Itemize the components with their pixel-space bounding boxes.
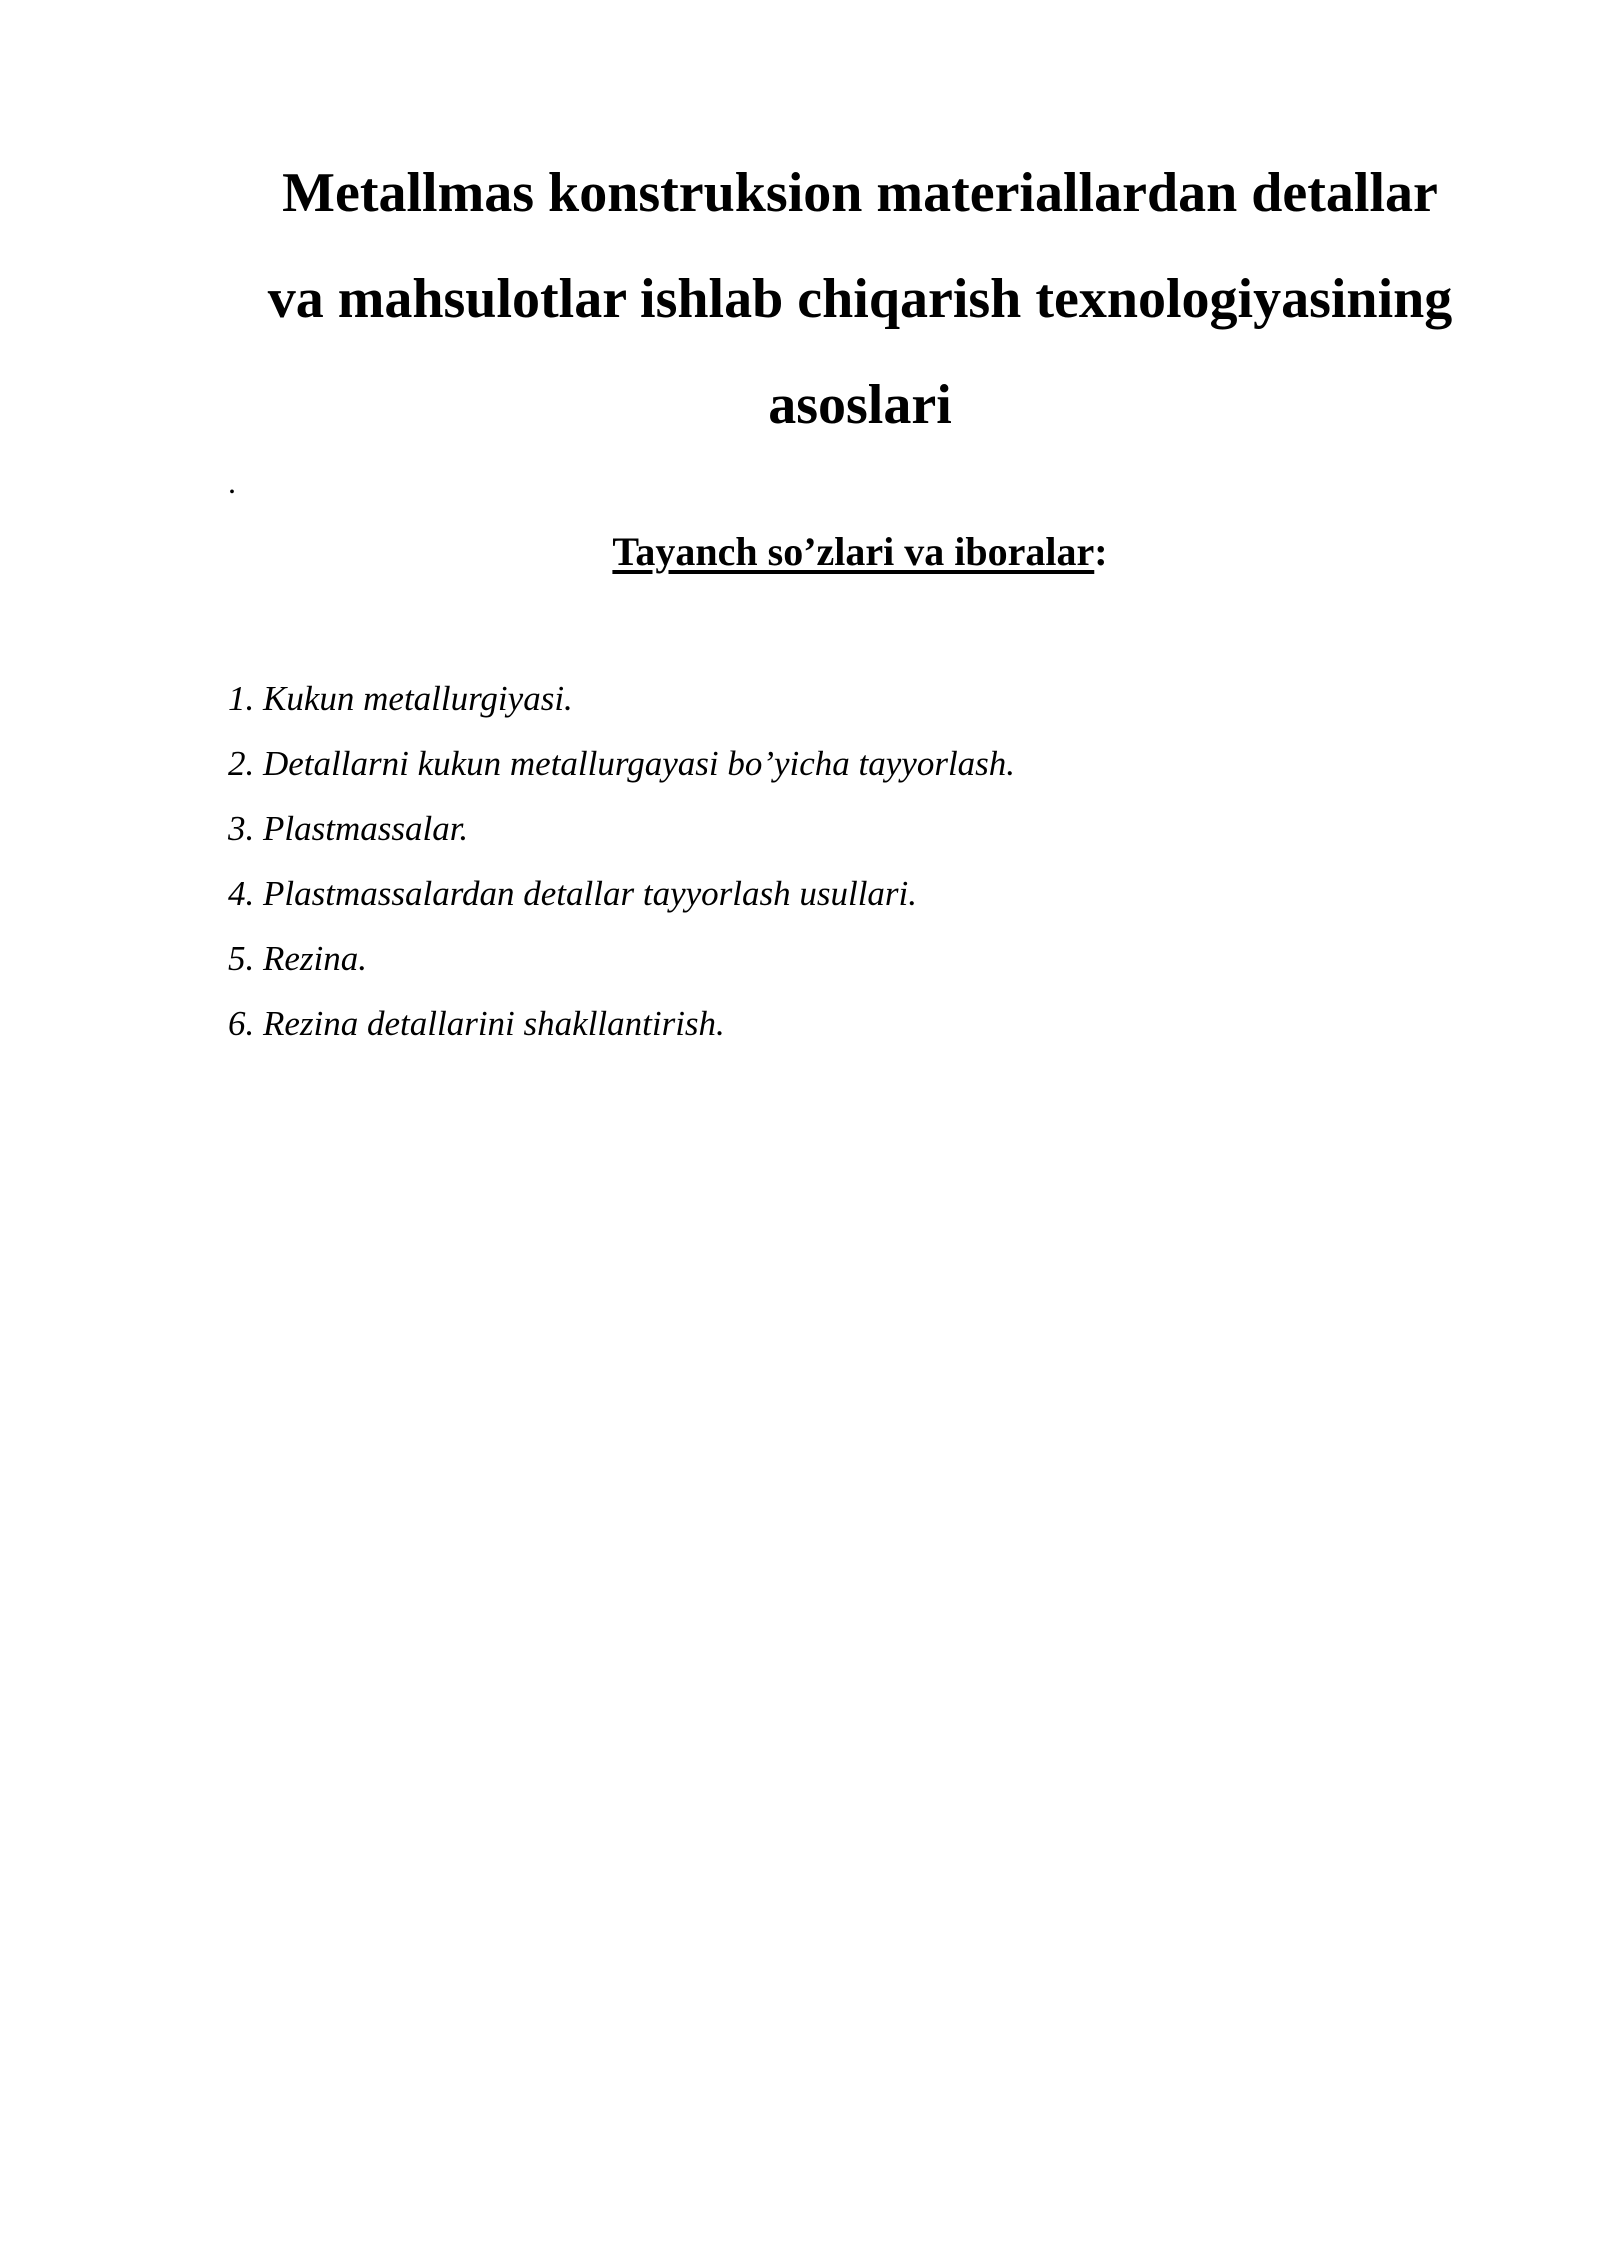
list-item: 2. Detallarni kukun metallurgayasi bo’yicha tayyorlash. [228, 744, 1016, 783]
keywords-heading-text: Tayanch so’zlari va iboralar [612, 529, 1095, 574]
list-item: 4. Plastmassalardan detallar tayyorlash usullari. [228, 874, 918, 913]
list-item: 6. Rezina detallarini shakllantirish. [228, 1004, 725, 1043]
keywords-list [228, 666, 1015, 1056]
stray-dot: . [228, 464, 236, 500]
keywords-heading-colon: : [1094, 529, 1108, 574]
list-item: 1. Kukun metallurgiyasi. [228, 679, 573, 718]
title-line-2: va mahsulotlar ishlab chiqarish texnologiyasining [267, 268, 1453, 330]
list-item: 5. Rezina. [228, 939, 368, 978]
list-item: 3. Plastmassalar. [228, 809, 469, 848]
page-title [200, 140, 1520, 458]
title-line-3: asoslari [768, 374, 952, 436]
title-line-1: Metallmas konstruksion materiallardan detallar [282, 162, 1438, 224]
keywords-heading [200, 522, 1520, 582]
